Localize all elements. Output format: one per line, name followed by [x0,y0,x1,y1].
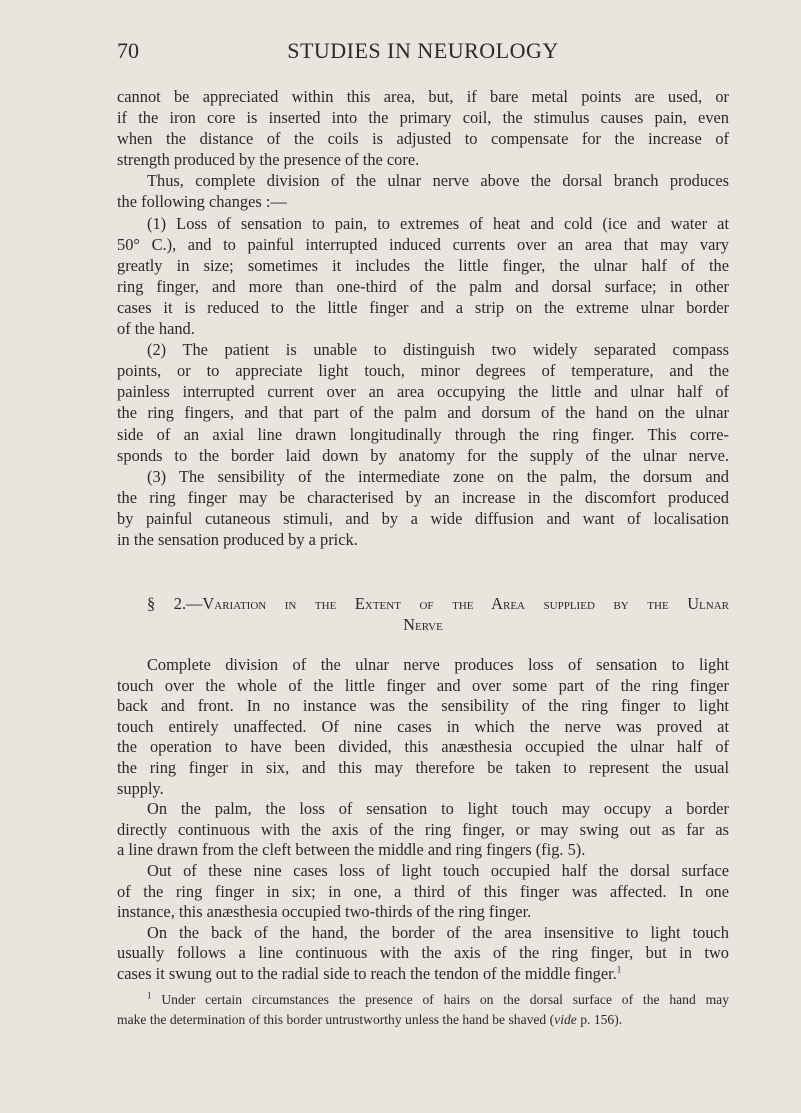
text-line: of the hand. [117,319,195,339]
text-line: cases it swung out to the radial side to reach the tendon of the middle finger.$^1$ [117,963,622,983]
text-line: if the iron core is inserted into the primary coil, the stimulus causes pain, even [117,108,729,128]
body-text-block-1 [117,86,729,550]
text-line: strength produced by the presence of the core. [117,150,420,170]
text-line: cases it is reduced to the little finger and a strip on the extreme ulnar border [117,297,729,317]
text-line: (1) Loss of sensation to pain, to extremes of heat and cold (ice and water at [147,213,729,233]
text-line: Out of these nine cases loss of light touch occupied half the dorsal surface [147,860,729,880]
text-line: the ring finger may be characterised by an increase in the discomfort produced [117,487,729,507]
text-line: when the distance of the coils is adjusted to compensate for the increase of [117,129,729,149]
section-heading [117,593,729,635]
footnote-italic: vide [554,1012,577,1027]
footnote-text: Under certain circumstances the presence of hairs on the dorsal surface of the hand may [161,992,729,1007]
text-line: a line drawn from the cleft between the middle and ring fingers (fig. 5). [117,840,586,860]
text-line: On the palm, the loss of sensation to light touch may occupy a border [147,799,729,819]
footnote-text: make the determination of this border untrustworthy unless the hand be shaved ( [117,1012,555,1027]
footnote-text: p. 156). [576,1012,623,1027]
text-line: the ring fingers, and that part of the palm and dorsum of the hand on the ulnar [117,403,729,423]
page-number: 70 [117,38,139,63]
text-line: greatly in size; sometimes it includes the little finger, the ulnar half of the [117,255,729,275]
text-line: usually follows a line continuous with the axis of the ring finger, but in two [117,943,729,963]
text-line: touch entirely unaffected. Of nine cases in which the nerve was proved at [117,716,729,736]
body-text-block-2 [117,655,729,985]
text-line: cannot be appreciated within this area, but, if bare metal points are used, or [117,87,729,106]
text-line: Thus, complete division of the ulnar nerve above the dorsal branch produces [147,171,729,191]
text-line: in the sensation produced by a prick. [117,529,358,549]
text-line: of the ring finger in six; in one, a third of this finger was affected. In one [117,881,729,901]
text-line: painless interrupted current over an area occupying the little and ulnar half of [117,382,729,402]
section-heading-line-1: § 2.—Variation in the Extent of the Area supplied by the Ulnar [147,594,729,613]
text-line: touch over the whole of the little finger and over some part of the ring finger [117,675,729,695]
text-line: instance, this anæsthesia occupied two-thirds of the ring finger. [117,902,532,922]
text-line: ring finger, and more than one-third of the palm and dorsal surface; in other [117,276,729,296]
footnote-reference: 1 [616,964,622,975]
footnote-line-2 [117,1010,729,1030]
text-line: Complete division of the ulnar nerve produces loss of sensation to light [147,655,729,674]
footnote [117,990,729,1030]
text-line: points, or to appreciate light touch, minor degrees of temperature, and the [117,361,729,381]
footnote-marker: 1 [147,990,152,1001]
running-header [117,38,729,66]
text-line: side of an axial line drawn longitudinally through the ring finger. This corre- [117,424,729,444]
footnote-line-1 [117,990,729,1010]
text-line: the ring finger in six, and this may therefore be taken to represent the usual [117,757,729,777]
running-title: STUDIES IN NEUROLOGY [287,38,559,63]
text-line: (3) The sensibility of the intermediate zone on the palm, the dorsum and [147,466,729,486]
text-line: sponds to the border laid down by anatomy for the supply of the ulnar nerve. [117,445,729,465]
section-heading-line-2: Nerve [403,615,443,635]
text-line: the following changes :— [117,192,287,212]
text-line: On the back of the hand, the border of the area insensitive to light touch [147,922,729,942]
text-line: the operation to have been divided, this anæsthesia occupied the ulnar half of [117,737,729,757]
text-line: back and front. In no instance was the sensibility of the ring finger to light [117,696,729,716]
text-line: 50° C.), and to painful interrupted induced currents over an area that may vary [117,234,729,254]
text-line: by painful cutaneous stimuli, and by a wide diffusion and want of localisation [117,508,729,528]
text-line: supply. [117,778,164,798]
text-line: (2) The patient is unable to distinguish two widely separated compass [147,340,729,360]
text-line: directly continuous with the axis of the ring finger, or may swing out as far as [117,819,729,839]
